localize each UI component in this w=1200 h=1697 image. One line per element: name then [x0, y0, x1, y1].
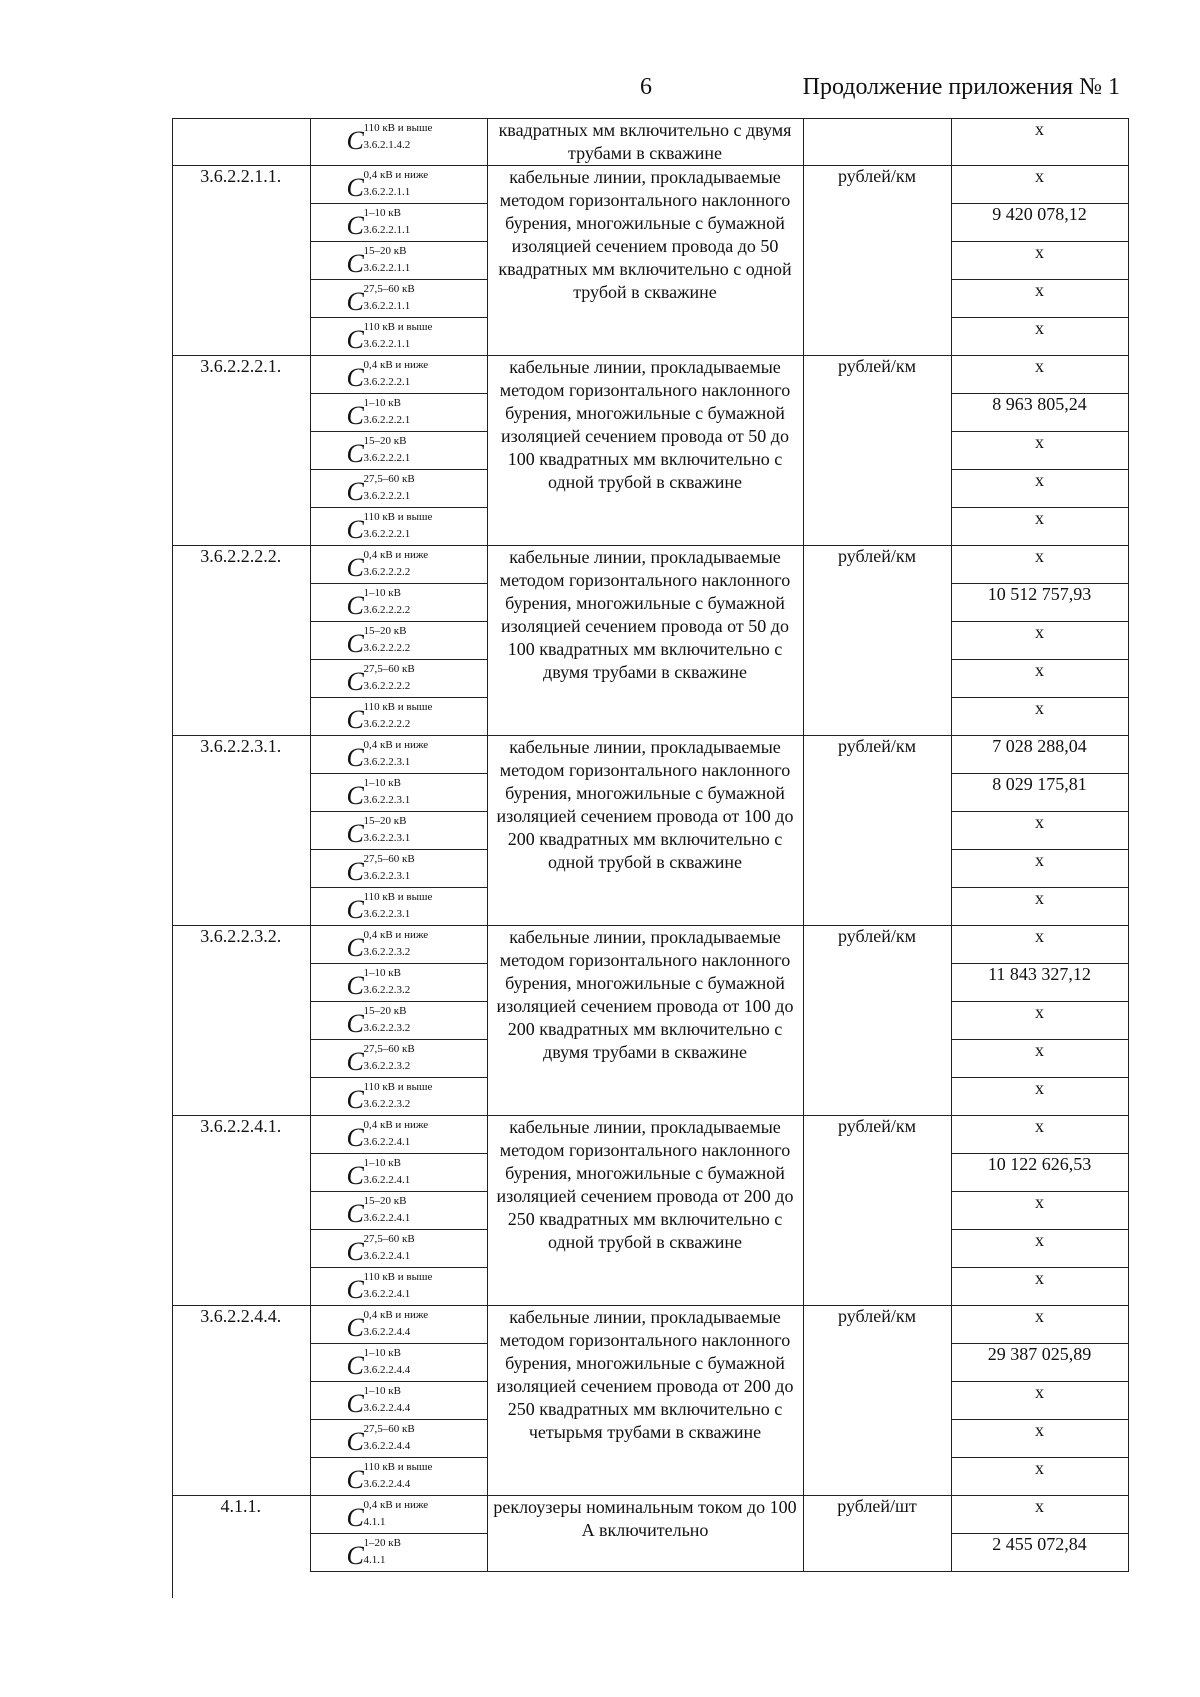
item-index: 3.6.2.2.4.1 [363, 1250, 411, 1262]
voltage-symbol [310, 508, 487, 546]
symbol-group [347, 1081, 487, 1113]
voltage-class: 15–20 кВ [363, 435, 407, 447]
item-index: 3.6.2.2.1.1 [363, 186, 411, 198]
symbol-letter: C [346, 1275, 364, 1304]
voltage-symbol [310, 850, 487, 888]
symbol-group [347, 549, 487, 581]
item-index: 4.1.1 [363, 1516, 386, 1528]
voltage-class: 1–10 кВ [363, 1385, 401, 1397]
symbol-group [347, 122, 487, 154]
voltage-symbol [310, 1230, 487, 1268]
voltage-class: 27,5–60 кВ [363, 1233, 415, 1245]
symbol-letter: C [346, 477, 364, 506]
symbol-group [347, 1195, 487, 1227]
value-cell: x [951, 812, 1128, 850]
row-description: кабельные линии, прокладываемые методом горизонтального наклонного бурения, многожильные с бумажной изоляцией сечением провода от 50 до 100 квадратных мм включительно с одной трубой в скважине [487, 356, 803, 546]
value-cell: x [951, 1496, 1128, 1534]
row-unit [803, 119, 951, 166]
value-cell: x [951, 926, 1128, 964]
table-row [172, 166, 1128, 204]
voltage-class: 110 кВ и выше [363, 701, 433, 713]
item-index: 3.6.2.2.2.2 [363, 604, 411, 616]
voltage-class: 27,5–60 кВ [363, 473, 415, 485]
voltage-symbol [310, 1306, 487, 1344]
value-cell: 10 122 626,53 [951, 1154, 1128, 1192]
value-cell: x [951, 850, 1128, 888]
symbol-letter: C [346, 895, 364, 924]
item-index: 3.6.2.2.4.4 [363, 1364, 411, 1376]
symbol-group [347, 1499, 487, 1531]
symbol-letter: C [346, 743, 364, 772]
voltage-symbol [310, 660, 487, 698]
symbol-letter: C [346, 667, 364, 696]
voltage-symbol [310, 1458, 487, 1496]
voltage-class: 110 кВ и выше [363, 891, 433, 903]
voltage-symbol [310, 119, 487, 166]
row-code: 3.6.2.2.3.2. [172, 926, 310, 1116]
voltage-symbol [310, 736, 487, 774]
symbol-letter: C [346, 1199, 364, 1228]
voltage-symbol [310, 584, 487, 622]
value-cell: x [951, 1116, 1128, 1154]
voltage-class: 15–20 кВ [363, 245, 407, 257]
symbol-group [347, 1385, 487, 1417]
row-description: кабельные линии, прокладываемые методом горизонтального наклонного бурения, многожильные с бумажной изоляцией сечением провода от 200 до 250 квадратных мм включительно с четырьмя трубами в скважине [487, 1306, 803, 1496]
item-index: 3.6.2.2.2.2 [363, 680, 411, 692]
symbol-group [347, 359, 487, 391]
symbol-group [347, 283, 487, 315]
item-index: 3.6.2.2.2.1 [363, 490, 411, 502]
voltage-class: 110 кВ и выше [363, 1081, 433, 1093]
symbol-letter: C [346, 1085, 364, 1114]
row-code: 3.6.2.2.4.4. [172, 1306, 310, 1496]
voltage-symbol [310, 1382, 487, 1420]
value-cell: x [951, 546, 1128, 584]
value-cell: x [951, 1002, 1128, 1040]
value-cell: 7 028 288,04 [951, 736, 1128, 774]
voltage-class: 1–20 кВ [363, 1537, 401, 1549]
symbol-letter: C [346, 249, 364, 278]
voltage-class: 1–10 кВ [363, 777, 401, 789]
voltage-class: 1–10 кВ [363, 207, 401, 219]
value-cell: 8 029 175,81 [951, 774, 1128, 812]
symbol-group [347, 1233, 487, 1265]
voltage-class: 0,4 кВ и ниже [363, 929, 429, 941]
voltage-class: 0,4 кВ и ниже [363, 1309, 429, 1321]
symbol-letter: C [346, 1351, 364, 1380]
value-cell: x [951, 1268, 1128, 1306]
symbol-group [347, 1157, 487, 1189]
symbol-group [347, 625, 487, 657]
symbol-group [347, 245, 487, 277]
voltage-class: 15–20 кВ [363, 1195, 407, 1207]
page-header [0, 74, 1200, 114]
item-index: 3.6.2.2.4.1 [363, 1288, 411, 1300]
symbol-letter: C [346, 439, 364, 468]
item-index: 3.6.2.2.2.2 [363, 642, 411, 654]
symbol-group [347, 169, 487, 201]
row-unit: рублей/км [803, 926, 951, 1116]
symbol-letter: C [346, 1389, 364, 1418]
voltage-symbol [310, 166, 487, 204]
value-cell: x [951, 1306, 1128, 1344]
symbol-letter: C [346, 363, 364, 392]
voltage-class: 27,5–60 кВ [363, 663, 415, 675]
table-row [172, 356, 1128, 394]
page-title: Продолжение приложения № 1 [802, 74, 1120, 100]
page-number: 6 [640, 74, 652, 100]
value-cell: x [951, 1078, 1128, 1116]
item-index: 3.6.2.2.4.1 [363, 1212, 411, 1224]
value-cell: x [951, 508, 1128, 546]
voltage-symbol [310, 242, 487, 280]
symbol-letter: C [346, 591, 364, 620]
row-unit: рублей/км [803, 1116, 951, 1306]
symbol-group [347, 815, 487, 847]
symbol-letter: C [346, 1237, 364, 1266]
symbol-letter: C [346, 325, 364, 354]
symbol-group [347, 663, 487, 695]
table-row [172, 546, 1128, 584]
voltage-symbol [310, 888, 487, 926]
value-cell: x [951, 1040, 1128, 1078]
symbol-group [347, 473, 487, 505]
item-index: 3.6.2.2.4.1 [363, 1136, 411, 1148]
table-row [172, 736, 1128, 774]
row-unit: рублей/км [803, 546, 951, 736]
symbol-group [347, 777, 487, 809]
symbol-group [347, 435, 487, 467]
item-index: 3.6.2.2.1.1 [363, 300, 411, 312]
value-cell: 10 512 757,93 [951, 584, 1128, 622]
value-cell: x [951, 1192, 1128, 1230]
item-index: 3.6.2.2.2.2 [363, 718, 411, 730]
symbol-group [347, 967, 487, 999]
value-cell: x [951, 356, 1128, 394]
table-body [172, 119, 1128, 1572]
symbol-letter: C [346, 211, 364, 240]
value-cell: x [951, 280, 1128, 318]
item-index: 3.6.2.2.3.1 [363, 756, 411, 768]
item-index: 3.6.2.2.3.1 [363, 908, 411, 920]
symbol-letter: C [346, 629, 364, 658]
symbol-group [347, 1423, 487, 1455]
voltage-symbol [310, 964, 487, 1002]
voltage-symbol [310, 1002, 487, 1040]
symbol-letter: C [346, 515, 364, 544]
voltage-class: 27,5–60 кВ [363, 1043, 415, 1055]
voltage-symbol [310, 546, 487, 584]
item-index: 3.6.2.2.3.2 [363, 984, 411, 996]
symbol-letter: C [346, 126, 364, 155]
symbol-group [347, 321, 487, 353]
value-cell: x [951, 888, 1128, 926]
row-unit: рублей/км [803, 356, 951, 546]
value-cell: 29 387 025,89 [951, 1344, 1128, 1382]
item-index: 3.6.2.2.3.1 [363, 832, 411, 844]
item-index: 4.1.1 [363, 1554, 386, 1566]
symbol-letter: C [346, 287, 364, 316]
row-code: 3.6.2.2.2.1. [172, 356, 310, 546]
item-index: 3.6.2.2.2.1 [363, 376, 411, 388]
item-index: 3.6.2.2.4.1 [363, 1174, 411, 1186]
voltage-symbol [310, 1154, 487, 1192]
item-index: 3.6.2.2.3.2 [363, 1060, 411, 1072]
voltage-symbol [310, 432, 487, 470]
row-code: 3.6.2.2.4.1. [172, 1116, 310, 1306]
symbol-group [347, 1309, 487, 1341]
value-cell: x [951, 660, 1128, 698]
row-unit: рублей/км [803, 736, 951, 926]
item-index: 3.6.2.2.3.2 [363, 1098, 411, 1110]
voltage-class: 1–10 кВ [363, 1157, 401, 1169]
voltage-symbol [310, 1344, 487, 1382]
value-cell: x [951, 1230, 1128, 1268]
table-row [172, 1306, 1128, 1344]
voltage-symbol [310, 812, 487, 850]
symbol-group [347, 1461, 487, 1493]
voltage-symbol [310, 318, 487, 356]
item-index: 3.6.2.2.3.2 [363, 1022, 411, 1034]
value-cell: x [951, 242, 1128, 280]
voltage-class: 15–20 кВ [363, 815, 407, 827]
row-description: кабельные линии, прокладываемые методом горизонтального наклонного бурения, многожильные с бумажной изоляцией сечением провода от 200 до 250 квадратных мм включительно с одной трубой в скважине [487, 1116, 803, 1306]
item-index: 3.6.2.2.2.1 [363, 452, 411, 464]
value-cell: x [951, 622, 1128, 660]
symbol-letter: C [346, 1161, 364, 1190]
symbol-letter: C [346, 401, 364, 430]
symbol-group [347, 397, 487, 429]
symbol-group [347, 511, 487, 543]
item-index: 3.6.2.2.4.4 [363, 1326, 411, 1338]
row-code: 3.6.2.2.1.1. [172, 166, 310, 356]
voltage-class: 27,5–60 кВ [363, 853, 415, 865]
row-description: кабельные линии, прокладываемые методом горизонтального наклонного бурения, многожильные с бумажной изоляцией сечением провода от 100 до 200 квадратных мм включительно с одной трубой в скважине [487, 736, 803, 926]
row-description: кабельные линии, прокладываемые методом горизонтального наклонного бурения, многожильные с бумажной изоляцией сечением провода от 50 до 100 квадратных мм включительно с двумя трубами в скважине [487, 546, 803, 736]
symbol-letter: C [346, 933, 364, 962]
row-code: 4.1.1. [172, 1496, 310, 1572]
voltage-class: 1–10 кВ [363, 397, 401, 409]
item-index: 3.6.2.2.2.1 [363, 414, 411, 426]
voltage-symbol [310, 698, 487, 736]
symbol-letter: C [346, 971, 364, 1000]
voltage-symbol [310, 1496, 487, 1534]
voltage-symbol [310, 356, 487, 394]
item-index: 3.6.2.2.3.1 [363, 870, 411, 882]
row-description: кабельные линии, прокладываемые методом горизонтального наклонного бурения, многожильные с бумажной изоляцией сечением провода до 50 квадратных мм включительно с одной трубой в скважине [487, 166, 803, 356]
value-cell: x [951, 698, 1128, 736]
voltage-symbol [310, 1040, 487, 1078]
value-cell: 9 420 078,12 [951, 204, 1128, 242]
voltage-symbol [310, 1192, 487, 1230]
symbol-letter: C [346, 1123, 364, 1152]
item-index: 3.6.2.2.2.2 [363, 566, 411, 578]
value-cell: 11 843 327,12 [951, 964, 1128, 1002]
voltage-symbol [310, 470, 487, 508]
symbol-group [347, 701, 487, 733]
voltage-class: 110 кВ и выше [363, 511, 433, 523]
voltage-class: 110 кВ и выше [363, 1461, 433, 1473]
voltage-class: 0,4 кВ и ниже [363, 1499, 429, 1511]
symbol-letter: C [346, 1047, 364, 1076]
item-index: 3.6.2.2.4.4 [363, 1478, 411, 1490]
table-row [172, 119, 1128, 166]
symbol-group [347, 1347, 487, 1379]
voltage-class: 0,4 кВ и ниже [363, 359, 429, 371]
item-index: 3.6.2.2.3.1 [363, 794, 411, 806]
table-row [172, 926, 1128, 964]
symbol-group [347, 1271, 487, 1303]
item-index: 3.6.2.2.1.1 [363, 224, 411, 236]
symbol-group [347, 1043, 487, 1075]
item-index: 3.6.2.2.4.4 [363, 1402, 411, 1414]
voltage-symbol [310, 204, 487, 242]
row-code: 3.6.2.2.3.1. [172, 736, 310, 926]
row-unit: рублей/км [803, 166, 951, 356]
symbol-letter: C [346, 781, 364, 810]
symbol-group [347, 853, 487, 885]
table-row [172, 1496, 1128, 1534]
value-cell: x [951, 1420, 1128, 1458]
item-index: 3.6.2.2.4.4 [363, 1440, 411, 1452]
voltage-class: 0,4 кВ и ниже [363, 739, 429, 751]
voltage-symbol [310, 1078, 487, 1116]
voltage-symbol [310, 926, 487, 964]
row-unit: рублей/км [803, 1306, 951, 1496]
row-description: кабельные линии, прокладываемые методом горизонтального наклонного бурения, многожильные с бумажной изоляцией сечением провода от 100 до 200 квадратных мм включительно с двумя трубами в скважине [487, 926, 803, 1116]
voltage-symbol [310, 394, 487, 432]
symbol-group [347, 1537, 487, 1569]
row-description: реклоузеры номинальным током до 100 А включительно [487, 1496, 803, 1572]
voltage-class: 110 кВ и выше [363, 1271, 433, 1283]
item-index: 3.6.2.2.3.2 [363, 946, 411, 958]
value-cell: 8 963 805,24 [951, 394, 1128, 432]
item-index: 3.6.2.2.1.1 [363, 262, 411, 274]
voltage-class: 15–20 кВ [363, 625, 407, 637]
symbol-letter: C [346, 1313, 364, 1342]
row-code [172, 119, 310, 166]
voltage-symbol [310, 1116, 487, 1154]
voltage-class: 0,4 кВ и ниже [363, 169, 429, 181]
symbol-letter: C [346, 1009, 364, 1038]
symbol-group [347, 1119, 487, 1151]
voltage-class: 15–20 кВ [363, 1005, 407, 1017]
symbol-group [347, 1005, 487, 1037]
symbol-group [347, 587, 487, 619]
voltage-class: 110 кВ и выше [363, 321, 433, 333]
tariff-table [172, 118, 1129, 1572]
table-row [172, 1116, 1128, 1154]
voltage-symbol [310, 1534, 487, 1572]
voltage-class: 1–10 кВ [363, 967, 401, 979]
symbol-letter: C [346, 857, 364, 886]
symbol-group [347, 739, 487, 771]
symbol-group [347, 207, 487, 239]
voltage-class: 0,4 кВ и ниже [363, 1119, 429, 1131]
symbol-letter: C [346, 1427, 364, 1456]
voltage-class: 1–10 кВ [363, 587, 401, 599]
value-cell: x [951, 1458, 1128, 1496]
voltage-symbol [310, 622, 487, 660]
voltage-symbol [310, 1268, 487, 1306]
voltage-symbol [310, 280, 487, 318]
voltage-class: 27,5–60 кВ [363, 283, 415, 295]
symbol-letter: C [346, 553, 364, 582]
voltage-symbol [310, 774, 487, 812]
voltage-class: 110 кВ и выше [363, 122, 433, 134]
value-cell: x [951, 1382, 1128, 1420]
row-description: квадратных мм включительно с двумя трубами в скважине [487, 119, 803, 166]
item-index: 3.6.2.1.4.2 [363, 139, 411, 151]
value-cell: x [951, 166, 1128, 204]
item-index: 3.6.2.2.1.1 [363, 338, 411, 350]
voltage-class: 1–10 кВ [363, 1347, 401, 1359]
item-index: 3.6.2.2.2.1 [363, 528, 411, 540]
symbol-letter: C [346, 1541, 364, 1570]
symbol-group [347, 929, 487, 961]
voltage-class: 27,5–60 кВ [363, 1423, 415, 1435]
symbol-letter: C [346, 705, 364, 734]
voltage-symbol [310, 1420, 487, 1458]
value-cell: x [951, 470, 1128, 508]
row-code: 3.6.2.2.2.2. [172, 546, 310, 736]
symbol-group [347, 891, 487, 923]
symbol-letter: C [346, 173, 364, 202]
value-cell: x [951, 432, 1128, 470]
value-cell: x [951, 119, 1128, 166]
value-cell: x [951, 318, 1128, 356]
symbol-letter: C [346, 819, 364, 848]
value-cell: 2 455 072,84 [951, 1534, 1128, 1572]
symbol-letter: C [346, 1503, 364, 1532]
symbol-letter: C [346, 1465, 364, 1494]
row-unit: рублей/шт [803, 1496, 951, 1572]
voltage-class: 0,4 кВ и ниже [363, 549, 429, 561]
